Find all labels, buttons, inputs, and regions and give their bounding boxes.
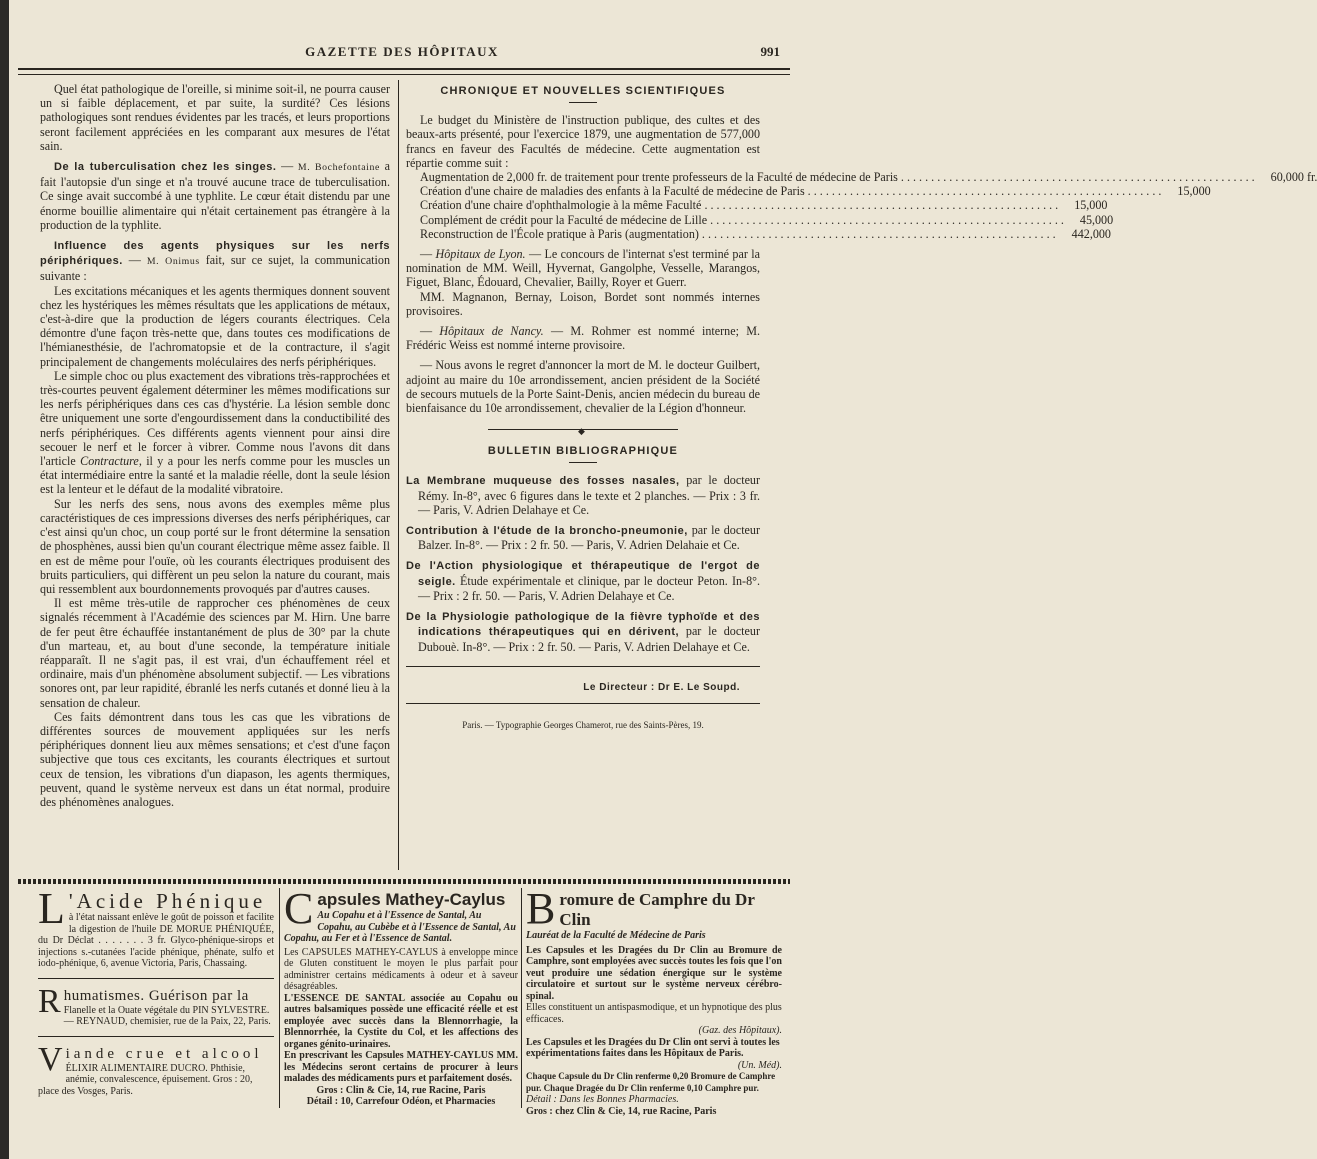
short-rule bbox=[569, 462, 597, 463]
biblio-title: De l'Action physiologique et thérapeutique de l'ergot de seigle. bbox=[406, 560, 760, 588]
ad-text: Chaque Capsule du Dr Clin renferme 0,20 Bromure de Camphre pur. Chaque Dragée du Dr Clin renferme 0,10 Camphre pur. bbox=[526, 1071, 776, 1093]
biblio-entry bbox=[406, 523, 760, 552]
short-rule bbox=[569, 102, 597, 103]
budget-row bbox=[406, 198, 1108, 213]
budget-amount: 60,000 fr. bbox=[1270, 170, 1317, 185]
ad-text: Flanelle et la Ouate végétale du PIN SYLVESTRE. — REYNAUD, chemisier, rue de la Paix, 22, Paris. bbox=[63, 1004, 271, 1027]
left-column bbox=[40, 82, 390, 809]
budget-row bbox=[406, 170, 1317, 185]
biblio-text: par le docteur Dubouè. In-8°. — Prix : 2 fr. 50. — Paris, V. Adrien Delahaye et Ce. bbox=[418, 624, 760, 654]
page-header bbox=[18, 40, 786, 66]
paragraph bbox=[40, 369, 390, 497]
biblio-title: Contribution à l'étude de la broncho-pneumonie, bbox=[406, 525, 688, 538]
paragraph: Sur les nerfs des sens, nous avons des exemples même plus caractéristiques de ces impressions diverses des nerfs périphériques, car c'est ainsi qu'un choc, un coup porté sur le front détermine la sensation de phosphènes, aussi bien qu'un courant électrique même assez faible. Il en est de même pour l'ouïe, où les courants électriques produisent des bruits particuliers, qui diffèrent un peu selon la nature du courant, mais qui ressemblent aux bourdonnements provoqués par d'autres causes. bbox=[40, 496, 390, 596]
budget-amount: 15,000 bbox=[1074, 198, 1108, 213]
budget-label: Création d'une chaire de maladies des enfants à la Faculté de médecine de Paris . . . bbox=[406, 184, 1161, 198]
ad-subtitle: Lauréat de la Faculté de Médecine de Paris bbox=[526, 930, 706, 941]
column-divider bbox=[398, 80, 399, 870]
ad-citation: (Un. Méd). bbox=[737, 1059, 782, 1071]
biblio-text: par le docteur Balzer. In-8°. — Prix : 2 fr. 50. — Paris, V. Adrien Delahaie et Ce. bbox=[418, 523, 760, 553]
ornament-rule bbox=[488, 426, 678, 437]
ad-column-2 bbox=[284, 884, 518, 1108]
ad-column-1 bbox=[38, 884, 274, 1097]
section-lead: Influence des agents physiques sur les nerfs périphériques. bbox=[40, 240, 390, 268]
biblio-title: La Membrane muqueuse des fosses nasales, bbox=[406, 475, 680, 488]
divider bbox=[406, 666, 760, 667]
page-spine bbox=[0, 0, 9, 1159]
drop-cap: C bbox=[284, 884, 314, 933]
ad-headline: humatismes. Guérison par la bbox=[63, 987, 249, 1004]
paragraph: Quel état pathologique de l'oreille, si minime soit-il, ne pourra causer un si faible déplacement, et par suite, la surdité? Ces lésions pathologiques sont rendues évidentes par les tracés, et leurs proportions seront facilement appréciées en les comparant aux mesures de l'état sain. bbox=[40, 82, 390, 153]
paragraph: Ces faits démontrent dans tous les cas que les vibrations de différentes sources de mouvement appliquées sur les nerfs périphériques donnent lieu aux mêmes sensations; et c'est d'une façon subjective que tous ces excitants, les courants électriques et surtout ceux de tension, les vibrations d'un diapason, les agents thermiques, peuvent, quand le système nerveux est dans un état normal, produire des phénomènes analogues. bbox=[40, 709, 390, 809]
ad-text: Les CAPSULES MATHEY-CAYLUS à enveloppe mince de Gluten constituent le moyen le plus parfait pour administrer certains médicaments à odeur et à saveur désagréables. bbox=[284, 946, 518, 992]
biblio-text: par le docteur Rémy. In-8°, avec 6 figures dans le texte et 2 planches. — Prix : 3 fr. — Paris, V. Adrien Delahaye et Ce. bbox=[418, 473, 761, 517]
budget-label: Complément de crédit pour la Faculté de médecine de Lille . . . bbox=[406, 213, 1064, 227]
divider bbox=[38, 978, 274, 979]
budget-table bbox=[406, 170, 1317, 241]
ad-citation: (Gaz. des Hôpitaux). bbox=[698, 1025, 782, 1036]
ad-text: Elles constituent un antispasmodique, et un hypnotique des plus efficaces. bbox=[526, 1002, 782, 1025]
printer-imprint: Paris. — Typographie Georges Chamerot, rue des Saints-Pères, 19. bbox=[462, 719, 704, 730]
page-number: 991 bbox=[760, 44, 780, 59]
ad-address: Gros : Clin & Cie, 14, rue Racine, Paris bbox=[316, 1084, 486, 1096]
paragraph: Les excitations mécaniques et les agents thermiques donnent souvent chez les hystériques les mêmes résultats que les applications de métaux, c'est-à-dire que la production de légers courants électriques. Cela démontre d'une façon très-nette que, dans toutes ces modifications de l'hémianesthésie, de l'achromatopsie et de la contracture, il s'agit principalement de changements moléculaires des nerfs périphériques. bbox=[40, 283, 390, 369]
drop-cap: L bbox=[38, 884, 65, 933]
paragraph-text: Le concours de l'internat s'est terminé par la nomination de MM. Weill, Hyvernat, Gangolphe, Vesselle, Marangos, Figuet, Blanc, Édouard, Chevalier, Bailly, Royer et Guerr. bbox=[406, 247, 760, 290]
budget-row bbox=[406, 184, 1211, 199]
ad-headline: apsules Mathey-Caylus bbox=[317, 890, 506, 909]
ad-text: ÉLIXIR ALIMENTAIRE DUCRO. Phthisie, anémie, convalescence, épuisement. Gros : 20, place des Vosges, Paris. bbox=[38, 1062, 253, 1097]
ad-address: Gros : chez Clin & Cie, 14, rue Racine, Paris bbox=[526, 1105, 717, 1117]
drop-cap: V bbox=[38, 1040, 63, 1078]
ad-address: Détail : 10, Carrefour Odéon, et Pharmacies bbox=[306, 1096, 496, 1107]
italic-heading: Hôpitaux de Nancy. bbox=[439, 324, 544, 339]
ad-headline: romure de Camphre du Dr Clin bbox=[559, 890, 755, 929]
budget-label: Création d'une chaire d'ophthalmologie à la même Faculté . . . bbox=[406, 198, 1058, 212]
budget-label: Augmentation de 2,000 fr. de traitement pour trente professeurs de la Faculté de médecine de Paris . . . bbox=[406, 170, 1255, 184]
biblio-title: De la Physiologie pathologique de la fièvre typhoïde et des indications thérapeutiques qui en dérivent, bbox=[406, 611, 760, 639]
ad-subtitle: Au Copahu et à l'Essence de Santal, Au Copahu, au Cubèbe et à l'Essence de Santal, Au Copahu, au Fer et à l'Essence de Santal. bbox=[284, 910, 516, 944]
budget-amount: 15,000 bbox=[1177, 184, 1211, 199]
ad-headline: 'Acide Phénique bbox=[68, 889, 267, 913]
ad-text: L'ESSENCE DE SANTAL associée au Copahu ou autres balsamiques possède une efficacité réelle et est employée avec succès dans la Blennorrhagie, la Blennorrhée, la Cystite du Col, et les affections des organes génito-urinaires. bbox=[284, 992, 518, 1050]
paragraph-text: , il y a pour les nerfs comme pour les muscles un état intermédiaire entre la santé et la maladie réelle, dont la seule lésion est la lenteur et le défaut de la modalité vibratoire. bbox=[40, 454, 390, 497]
ad-column-3 bbox=[526, 884, 782, 1117]
right-column bbox=[406, 82, 1317, 732]
paragraph: Le budget du Ministère de l'instruction publique, des cultes et des beaux-arts présenté, pour l'exercice 1879, une augmentation de 577,000 francs en faveur des Facultés de médecine. Cette augmentation est répartie comme suit : bbox=[406, 113, 760, 170]
paragraph: Il est même très-utile de rapprocher ces phénomènes de ceux signalés récemment à l'Académie des sciences par M. Hirn. Une barre de fer peut être échauffée instantanément de plus de 30° par la chute d'un marteau, et, au bout d'une seconde, la température initiale réapparaît. Il ne s'agit pas, il est vrai, d'un échauffement réel et ordinaire, mais d'un phénomène absolument subjectif. — Les vibrations sonores ont, par leur rapidité, ébranlé les nerfs cutanés et donné lieu à la sensation de chaleur. bbox=[40, 596, 390, 710]
biblio-entry bbox=[406, 609, 760, 654]
ads-separator bbox=[18, 879, 790, 884]
ad-viande-crue bbox=[38, 1040, 274, 1098]
budget-row bbox=[406, 212, 1114, 227]
header-rule bbox=[18, 68, 790, 70]
paragraph: — Hôpitaux de Lyon. — Le concours de l'internat s'est terminé par la nomination de MM. Weill, Hyvernat, Gangolphe, Vesselle, Marangos, Figuet, Blanc, Édouard, Chevalier, Bailly, Royer et Guerr. bbox=[406, 247, 760, 290]
header-rule-thin bbox=[18, 74, 790, 75]
ad-rhumatismes bbox=[38, 982, 274, 1028]
ad-text: à l'état naissant enlève le goût de poisson et facilite la digestion de l'huile DE MORUE PHÉNIQUÉE, du Dr Déclat . . . . . . . 3 fr. Glyco-phénique-sirops et injections s.-cutanées l'acide phénique, phénate, sulfo et iodo-phénique, 6, avenue Victoria, Paris, Chassaing. bbox=[38, 912, 274, 969]
divider bbox=[38, 1036, 274, 1037]
paragraph-text: Le simple choc ou plus exactement des vibrations très-rapprochées et très-courtes peuvent également déterminer les mêmes modifications sur les nerfs périphériques dans ces cas d'hystérie. La lésion semble donc être uniquement une sorte d'engourdissement dans la conductibilité des nerfs périphériques. Ces différents agents viennent pour ainsi dire secouer le nerf et le forcer à vibrer. Comme nous l'avons dit dans l'article bbox=[40, 368, 390, 469]
ad-divider bbox=[279, 888, 280, 1108]
budget-amount: 442,000 bbox=[1071, 226, 1111, 241]
paragraph: — Nous avons le regret d'annoncer la mort de M. le docteur Guilbert, adjoint au maire du 10e arrondissement, ancien président de la Société de secours mutuels de la Porte Saint-Denis, ancien médecin du bureau de bienfaisance du 10e arrondissement, chevalier de la Légion d'honneur. bbox=[406, 358, 760, 416]
italic-term: Contracture bbox=[80, 454, 139, 469]
section-title: CHRONIQUE ET NOUVELLES SCIENTIFIQUES bbox=[440, 85, 726, 97]
ad-headline: iande crue et alcool bbox=[65, 1045, 263, 1062]
biblio-entry bbox=[406, 558, 760, 603]
author-name: M. Onimus bbox=[146, 256, 200, 268]
divider bbox=[406, 703, 760, 704]
budget-label: Reconstruction de l'École pratique à Paris (augmentation) . . . bbox=[406, 227, 1056, 241]
paragraph: MM. Magnanon, Bernay, Loison, Bordet sont nommés internes provisoires. bbox=[406, 289, 760, 318]
paragraph: — Hôpitaux de Nancy. — M. Rohmer est nommé interne; M. Frédéric Weiss est nommé interne provisoire. bbox=[406, 324, 760, 353]
budget-row bbox=[406, 226, 1111, 241]
ad-text: Les Capsules et les Dragées du Dr Clin ont servi à toutes les expérimentations faites dans les Hôpitaux de Paris. bbox=[526, 1036, 780, 1059]
paragraph: Influence des agents physiques sur les nerfs périphériques. — M. Onimus fait, sur ce sujet, la communication suivante : bbox=[40, 240, 390, 284]
drop-cap: B bbox=[526, 884, 556, 933]
paragraph-text: Nous avons le regret d'annoncer la mort de M. le docteur Guilbert, adjoint au maire du 10e arrondissement, ancien président de la Société de secours mutuels de la Porte Saint-Denis, ancien médecin du bureau de bienfaisance du 10e arrondissement, chevalier de la Légion d'honneur. bbox=[406, 358, 760, 416]
ad-divider bbox=[521, 888, 522, 1108]
ad-text: En prescrivant les Capsules MATHEY-CAYLUS MM. les Médecins seront certains de procurer à leurs malades des médicaments purs et parfaitement dosés. bbox=[284, 1050, 518, 1084]
ad-acide-phenique bbox=[38, 884, 274, 970]
paragraph: De la tuberculisation chez les singes. — M. Bochefontaine a fait l'autopsie d'un singe et n'a trouvé aucune trace de tuberculisation. Ce singe avait succombé à une typhlite. Le cœur était distendu par une énorme bouillie alimentaire qui n'était certainement pas étrangère à la production de la typhlite. bbox=[40, 159, 390, 232]
biblio-entry bbox=[406, 473, 760, 517]
section-text: fait, sur ce sujet, la communication suivante : bbox=[40, 253, 390, 284]
paragraph-text: M. Rohmer est nommé interne; M. Frédéric Weiss est nommé interne provisoire. bbox=[406, 324, 760, 353]
ad-text: Détail : Dans les Bonnes Pharmacies. bbox=[526, 1094, 679, 1105]
section-text: a fait l'autopsie d'un singe et n'a trouvé aucune trace de tuberculisation. Ce singe avait succombé à une typhlite. Le cœur était distendu par une énorme bouillie alimentaire qui n'était certainement pas étrangère à la production de la typhlite. bbox=[40, 159, 390, 232]
section-lead: De la tuberculisation chez les singes. bbox=[54, 161, 277, 174]
budget-amount: 45,000 bbox=[1079, 212, 1114, 227]
journal-title: GAZETTE DES HÔPITAUX bbox=[305, 44, 499, 59]
author-name: M. Bochefontaine bbox=[297, 162, 380, 174]
ad-text: Les Capsules et les Dragées du Dr Clin au Bromure de Camphre, sont employées avec succès toutes les fois que l'on veut produire une sédation énergique sur le système circulatoire et surtout sur le système nerveux cérébro-spinal. bbox=[526, 944, 782, 1002]
section-title: BULLETIN BIBLIOGRAPHIQUE bbox=[487, 445, 679, 458]
diamond-icon: ◆ bbox=[578, 426, 585, 437]
biblio-text: Étude expérimentale et clinique, par le docteur Peton. In-8°. — Prix : 2 fr. 50. — Paris, V. Adrien Delahaye et Ce. bbox=[418, 573, 760, 603]
drop-cap: R bbox=[38, 982, 61, 1020]
italic-heading: Hôpitaux de Lyon. bbox=[435, 247, 526, 262]
director-signature: Le Directeur : Dr E. Le Soupd. bbox=[583, 681, 740, 693]
